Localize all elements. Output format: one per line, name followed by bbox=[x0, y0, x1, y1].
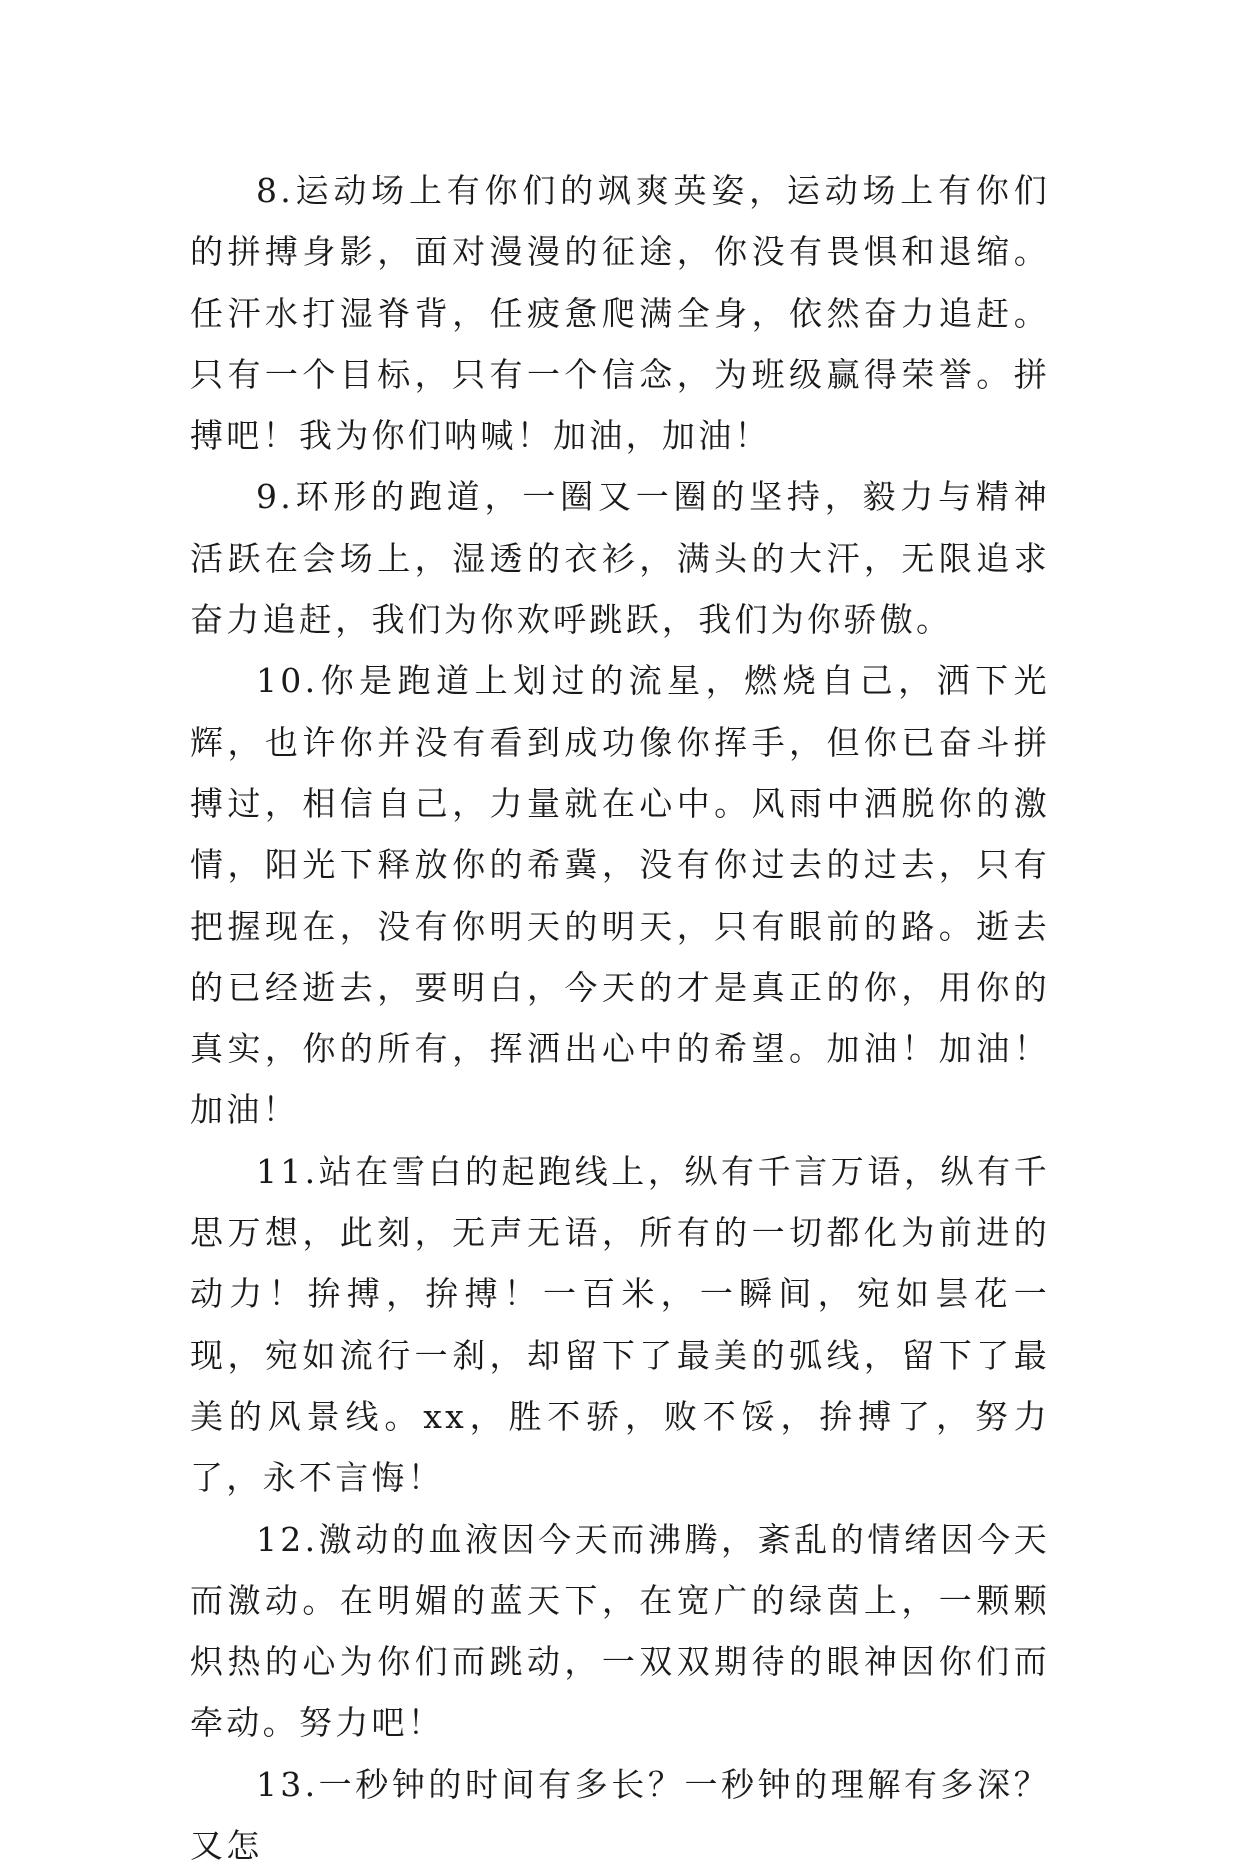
paragraph-11: 11.站在雪白的起跑线上，纵有千言万语，纵有千思万想，此刻，无声无语，所有的一切都化为前进的动力！拚搏，拚搏！一百米，一瞬间，宛如昙花一现，宛如流行一刹，却留下了最美的弧线，留下了最美的风景线。xx，胜不骄，败不馁，拚搏了，努力了，永不言悔！ bbox=[190, 1151, 1050, 1498]
paragraph-10: 10.你是跑道上划过的流星，燃烧自己，洒下光辉，也许你并没有看到成功像你挥手，但你已奋斗拼搏过，相信自己，力量就在心中。风雨中洒脱你的激情，阳光下释放你的希冀，没有你过去的过去，只有把握现在，没有你明天的明天，只有眼前的路。逝去的已经逝去，要明白，今天的才是真正的你，用你的真实，你的所有，挥洒出心中的希望。加油！加油！加油！ bbox=[190, 661, 1050, 1130]
paragraph-9: 9.环形的跑道，一圈又一圈的坚持，毅力与精神活跃在会场上，湿透的衣衫，满头的大汗，无限追求奋力追赶，我们为你欢呼跳跃，我们为你骄傲。 bbox=[190, 477, 1050, 640]
paragraph-8: 8.运动场上有你们的飒爽英姿，运动场上有你们的拼搏身影，面对漫漫的征途，你没有畏惧和退缩。任汗水打湿脊背，任疲惫爬满全身，依然奋力追赶。只有一个目标，只有一个信念，为班级赢得荣誉。拼搏吧！我为你们呐喊！加油，加油！ bbox=[190, 171, 1050, 456]
paragraph-12: 12.激动的血液因今天而沸腾，紊乱的情绪因今天而激动。在明媚的蓝天下，在宽广的绿茵上，一颗颗炽热的心为你们而跳动，一双双期待的眼神因你们而牵动。努力吧！ bbox=[190, 1519, 1050, 1743]
document-body bbox=[190, 160, 1050, 1876]
paragraph-13: 13.一秒钟的时间有多长？一秒钟的理解有多深？又怎 bbox=[190, 1764, 1050, 1866]
